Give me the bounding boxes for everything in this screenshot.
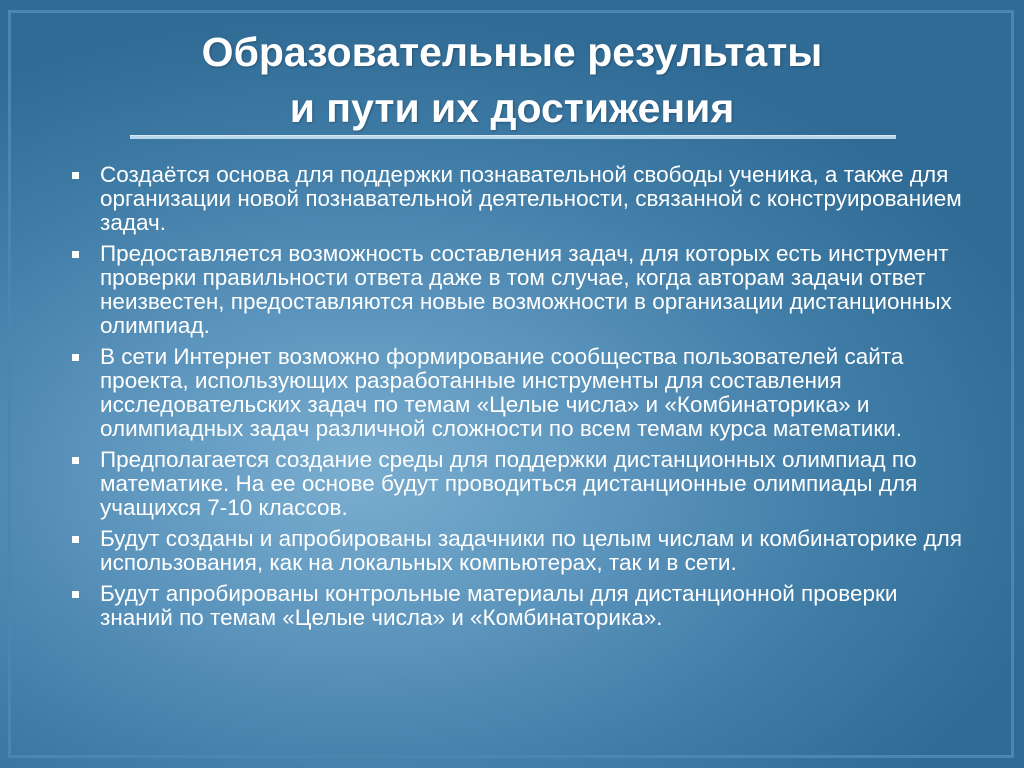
bullet-list xyxy=(72,163,972,637)
bullet-text: Предполагается создание среды для поддержки дистанционных олимпиад по математике. На ее основе будут проводиться дистанционные олимпиады для учащихся 7-10 классов. xyxy=(100,447,918,520)
square-bullet-icon xyxy=(72,251,79,258)
bullet-item xyxy=(72,527,972,575)
slide-title xyxy=(120,24,904,136)
square-bullet-icon xyxy=(72,591,79,598)
bullet-text: Предоставляется возможность составления задач, для которых есть инструмент проверки правильности ответа даже в том случае, когда авторам задачи ответ неизвестен, предоставляются новые возможности в организации дистанционных олимпиад. xyxy=(100,241,952,338)
square-bullet-icon xyxy=(72,457,79,464)
bullet-text: Будут созданы и апробированы задачники по целым числам и комбинаторике для использования, как на локальных компьютерах, так и в сети. xyxy=(100,526,962,575)
square-bullet-icon xyxy=(72,172,79,179)
title-divider xyxy=(130,135,896,139)
bullet-item xyxy=(72,242,972,338)
bullet-item xyxy=(72,448,972,520)
bullet-item xyxy=(72,345,972,441)
bullet-item xyxy=(72,163,972,235)
bullet-text: Будут апробированы контрольные материалы для дистанционной проверки знаний по темам «Целые числа» и «Комбинаторика». xyxy=(100,581,898,630)
bullet-text: В сети Интернет возможно формирование сообщества пользователей сайта проекта, использующих разработанные инструменты для составления исследовательских задач по темам «Целые числа» и «Комбинаторика» и олимпиадных задач различной сложности по всем темам курса математики. xyxy=(100,344,904,441)
square-bullet-icon xyxy=(72,354,79,361)
bullet-item xyxy=(72,582,972,630)
title-line-1: Образовательные результаты xyxy=(201,29,823,75)
bullet-text: Создаётся основа для поддержки познавательной свободы ученика, а также для организации новой познавательной деятельности, связанной с конструированием задач. xyxy=(100,162,962,235)
square-bullet-icon xyxy=(72,536,79,543)
title-line-2: и пути их достижения xyxy=(289,85,735,131)
